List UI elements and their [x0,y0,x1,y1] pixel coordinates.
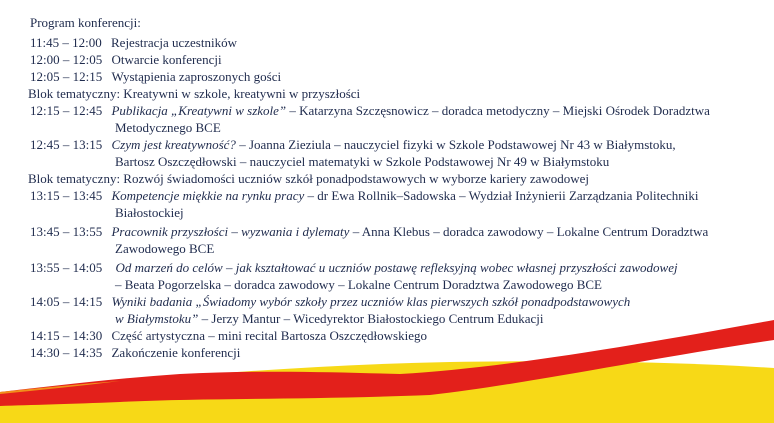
talk-continuation: Metodycznego BCE [115,120,221,135]
talk-speaker: – Joanna Zieziula – nauczyciel fizyki w Szkole Podstawowej Nr 43 w Białymstoku, [235,137,676,152]
talk-title-continuation: w Białymstoku” [115,311,199,326]
talk-continuation: Białostockiej [115,205,184,220]
item-text: Część artystyczna – mini recital Bartosza Oszczędłowskiego [111,328,427,343]
item-time: 11:45 – 12:00 [30,35,102,50]
item-time: 14:30 – 14:35 [30,345,103,360]
item-text: Zakończenie konferencji [111,345,241,360]
talk-title: Publikacja „Kreatywni w szkole” [111,103,287,118]
item-text: Otwarcie konferencji [111,52,222,67]
item-text: Wystąpienia zaproszonych gości [111,69,282,84]
program-title: Program konferencji: [30,15,141,30]
talk-time: 12:15 – 12:45 [30,103,103,118]
block-heading: Blok tematyczny: Rozwój świadomości uczniów szkół ponadpodstawowych w wyborze kariery zawodowej [28,171,590,186]
talk-continuation: Bartosz Oszczędłowski – nauczyciel matematyki w Szkole Podstawowej Nr 49 w Białymstoku [115,154,610,169]
talk-speaker: – Anna Klebus – doradca zawodowy – Lokalne Centrum Doradztwa [349,224,709,239]
talk-speaker: – dr Ewa Rollnik–Sadowska – Wydział Inżynierii Zarządzania Politechniki [304,188,699,203]
talk-title: Pracownik przyszłości – wyzwania i dylematy [111,224,350,239]
item-text: Rejestracja uczestników [111,35,237,50]
talk-title: Od marzeń do celów – jak kształtować u uczniów postawę refleksyjną wobec własnej przyszłości zawodowej [115,260,678,275]
item-time: 12:00 – 12:05 [30,52,103,67]
talk-title: Kompetencje miękkie na rynku pracy [111,188,305,203]
block-heading: Blok tematyczny: Kreatywni w szkole, kreatywni w przyszłości [28,86,361,101]
talk-title: Czym jest kreatywność? [111,137,236,152]
talk-time: 14:05 – 14:15 [30,294,103,309]
talk-speaker: – Jerzy Mantur – Wicedyrektor Białostockiego Centrum Edukacji [198,311,544,326]
talk-speaker: – Katarzyna Szczęsnowicz – doradca metodyczny – Miejski Ośrodek Doradztwa [286,103,710,118]
talk-continuation: Zawodowego BCE [115,241,215,256]
talk-time: 13:55 – 14:05 [30,260,103,275]
item-time: 14:15 – 14:30 [30,328,103,343]
talk-title: Wyniki badania „Świadomy wybór szkoły przez uczniów klas pierwszych szkół ponadpodstawowych [111,294,631,309]
talk-time: 13:45 – 13:55 [30,224,103,239]
item-time: 12:05 – 12:15 [30,69,103,84]
talk-time: 13:15 – 13:45 [30,188,103,203]
talk-time: 12:45 – 13:15 [30,137,103,152]
talk-continuation: – Beata Pogorzelska – doradca zawodowy – Lokalne Centrum Doradztwa Zawodowego BCE [115,277,602,292]
